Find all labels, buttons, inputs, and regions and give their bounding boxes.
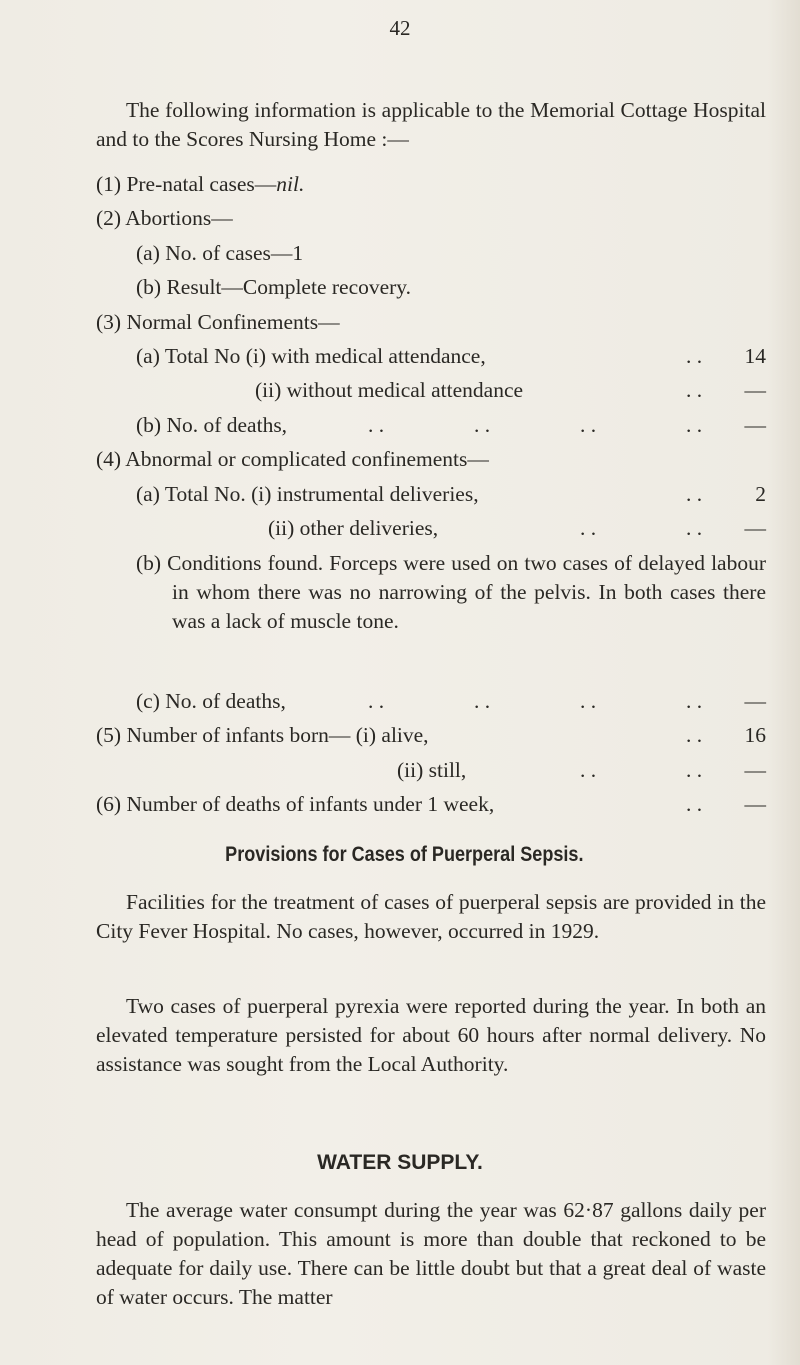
leader-dots: . . [686, 792, 703, 816]
item-1 [96, 170, 304, 199]
item-5-ii: (ii) still, [397, 758, 467, 782]
item-1-nil: nil. [276, 172, 305, 196]
value-4a: 2 [755, 482, 766, 506]
value-3a-ii: — [744, 378, 766, 402]
item-1-label: (1) Pre-natal cases— [96, 172, 277, 196]
leader-dots: . . [686, 413, 703, 437]
leader-dots: . . [686, 516, 703, 540]
leader-dots: . . [686, 482, 703, 506]
water-paragraph-1: The average water consumpt during the year was 62·87 gallons daily per head of population. This amount is more than double that reckoned to be adequate for daily use. There can be little doubt but that a great deal of waste of water occurs. The matter [96, 1198, 766, 1309]
value-3b: — [744, 413, 766, 437]
leader-dots: . . [686, 758, 703, 782]
value-5: 16 [744, 723, 766, 747]
item-3a-ii: (ii) without medical attendance [255, 378, 524, 402]
leader-dots: . . [580, 516, 597, 540]
value-5-ii: — [744, 758, 766, 782]
item-4b: (b) Conditions found. Forceps were used on two cases of delayed labour in whom there was no narrowing of the pelvis. In both cases there was a lack of muscle tone. [136, 551, 766, 633]
item-4: (4) Abnormal or complicated confinements— [96, 447, 489, 471]
item-2: (2) Abortions— [96, 206, 233, 230]
item-2b: (b) Result—Complete recovery. [136, 275, 412, 299]
leader-dots: . . [686, 344, 703, 368]
intro-paragraph: The following information is applicable to the Memorial Cottage Hospital and to the Scores Nursing Home :— [96, 98, 766, 151]
water-heading: WATER SUPPLY. [317, 1151, 483, 1174]
leader-dots: . . [580, 758, 597, 782]
leader-dots: . . [580, 689, 597, 713]
sepsis-paragraph-1: Facilities for the treatment of cases of puerperal sepsis are provided in the City Fever Hospital. No cases, however, occurred in 1929. [96, 890, 766, 943]
item-4a: (a) Total No. (i) instrumental deliveries, [136, 482, 479, 506]
page-number: 42 [389, 16, 411, 40]
sepsis-paragraph-2: Two cases of puerperal pyrexia were reported during the year. In both an elevated temperature persisted for about 60 hours after normal delivery. No assistance was sought from the Local Authority. [96, 994, 766, 1076]
value-3a: 14 [744, 344, 766, 368]
value-6: — [744, 792, 766, 816]
value-4c: — [744, 689, 766, 713]
leader-dots: . . [474, 689, 491, 713]
leader-dots: . . [474, 413, 491, 437]
item-3b: (b) No. of deaths, [136, 413, 288, 437]
item-5: (5) Number of infants born— (i) alive, [96, 723, 429, 747]
item-3a: (a) Total No (i) with medical attendance, [136, 344, 486, 368]
leader-dots: . . [368, 689, 385, 713]
item-4a-ii: (ii) other deliveries, [268, 516, 439, 540]
item-3: (3) Normal Confinements— [96, 310, 340, 334]
leader-dots: . . [686, 723, 703, 747]
leader-dots: . . [580, 413, 597, 437]
sepsis-heading: Provisions for Cases of Puerperal Sepsis. [225, 843, 584, 866]
value-4a-ii: — [744, 516, 766, 540]
leader-dots: . . [686, 689, 703, 713]
item-4c: (c) No. of deaths, [136, 689, 286, 713]
item-2a: (a) No. of cases—1 [136, 241, 304, 265]
item-6: (6) Number of deaths of infants under 1 week, [96, 792, 495, 816]
leader-dots: . . [686, 378, 703, 402]
leader-dots: . . [368, 413, 385, 437]
